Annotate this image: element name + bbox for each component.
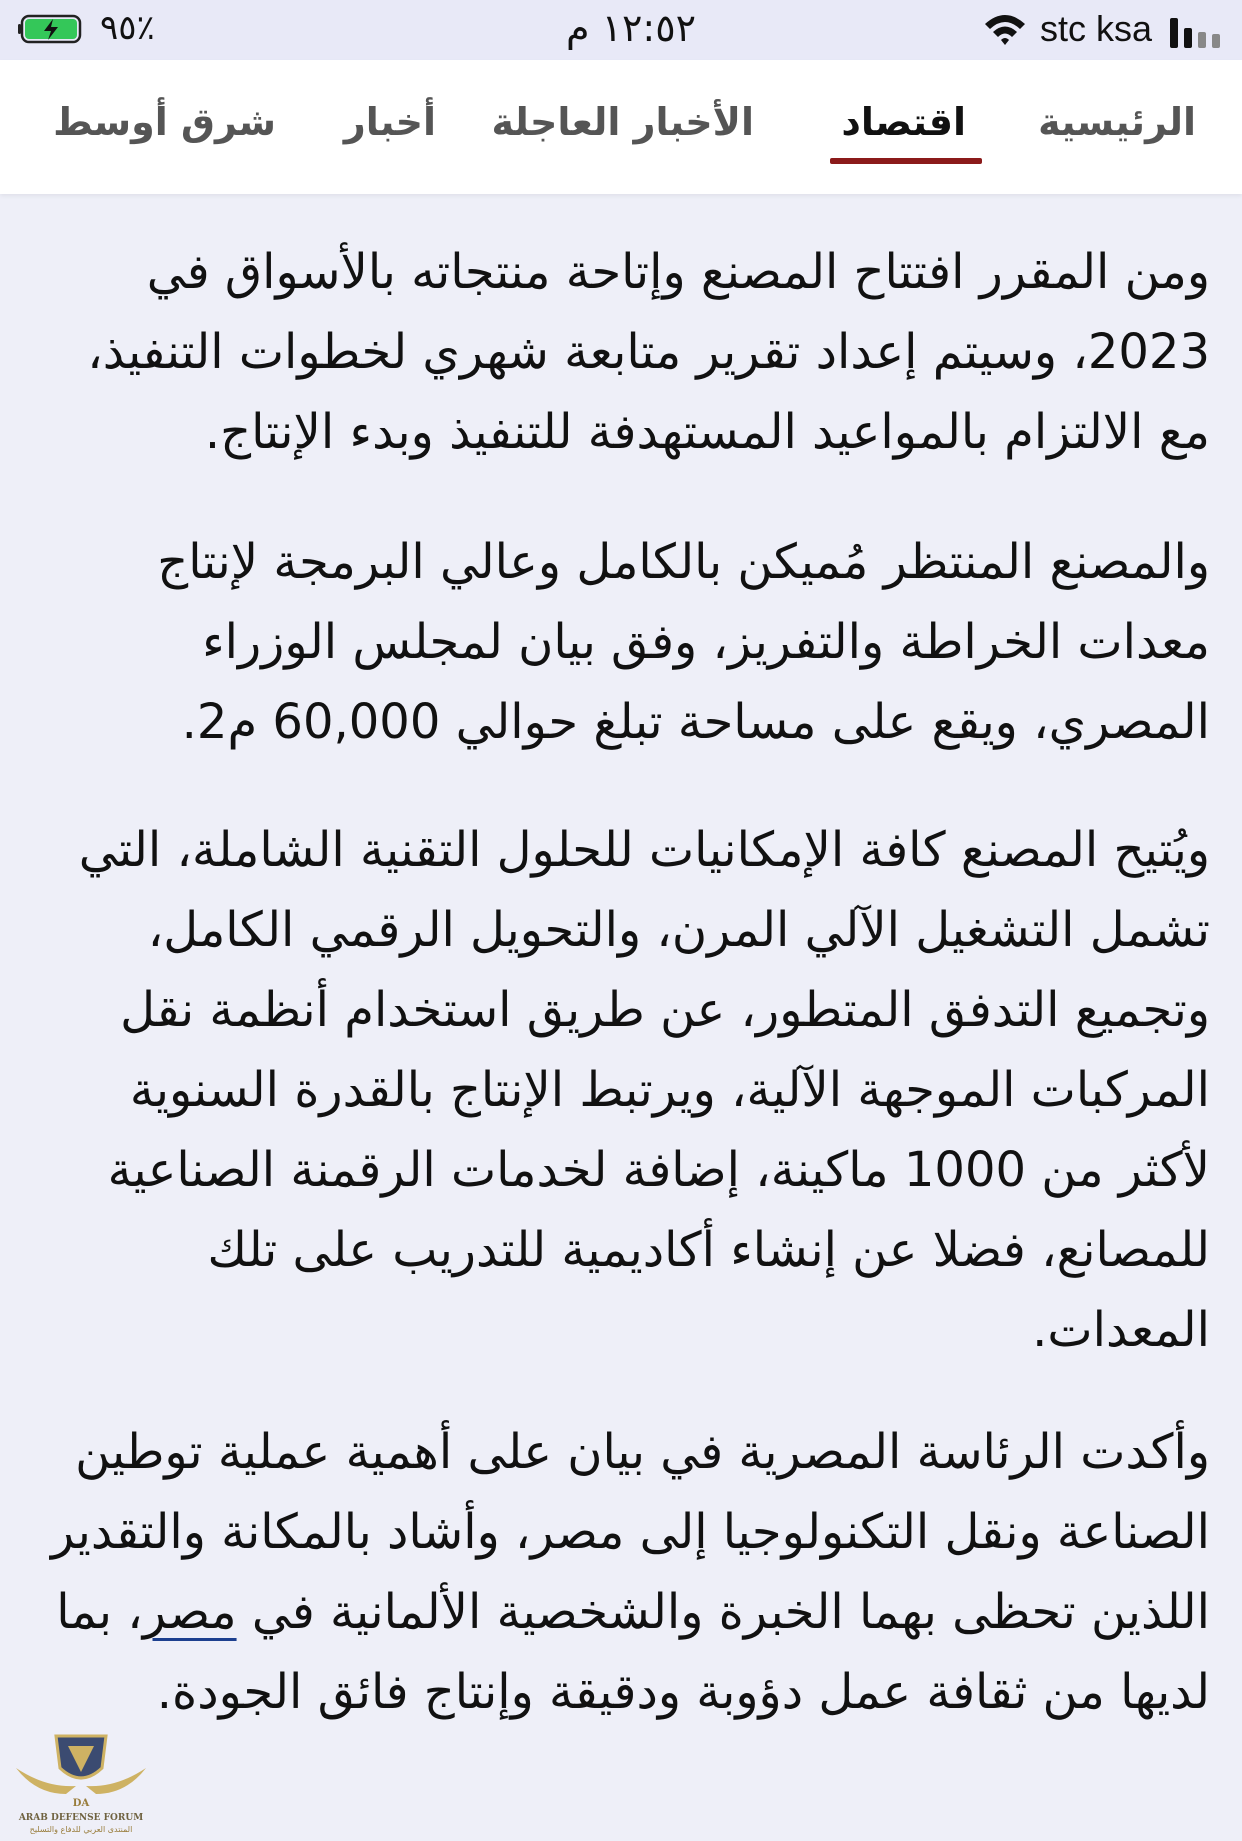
tab-middle-east[interactable]: شرق أوسط (53, 100, 276, 144)
article-body (0, 194, 1242, 1841)
battery-charging-icon (18, 14, 88, 44)
clock: ١٢:٥٢ م (566, 6, 697, 50)
signal-bars-icon (1168, 18, 1228, 48)
article-paragraph: ومن المقرر افتتاح المصنع وإتاحة منتجاته بالأسواق في 2023، وسيتم إعداد تقرير متابعة شهري لخطوات التنفيذ، مع الالتزام بالمواعيد المستهدفة للتنفيذ وبدء الإنتاج. (87, 244, 1210, 460)
svg-text:المنتدى العربي للدفاع والتسليح: المنتدى العربي للدفاع والتسليح (29, 1825, 133, 1834)
paragraph-text: وأكدت الرئاسة المصرية في بيان على أهمية عملية توطين الصناعة ونقل التكنولوجيا إلى مصر، وأشاد بالمكانة والتقدير اللذين تحظى بهما الخبرة والشخصية الألمانية في (50, 1424, 1210, 1640)
tab-breaking-news[interactable]: الأخبار العاجلة (491, 100, 754, 144)
svg-text:DA: DA (72, 1798, 90, 1809)
arab-defense-forum-logo (6, 1728, 156, 1838)
tab-news[interactable]: أخبار (343, 100, 436, 144)
section-nav (0, 60, 1242, 194)
carrier-name: stc ksa (1040, 8, 1153, 49)
article-paragraph: ويُتيح المصنع كافة الإمكانيات للحلول التقنية الشاملة، التي تشمل التشغيل الآلي المرن، والتحويل الرقمي الكامل، وتجميع التدفق المتطور، عن طريق استخدام أنظمة نقل المركبات الموجهة الآلية، ويرتبط الإنتاج بالقدرة السنوية لأكثر من 1000 ماكينة، إضافة لخدمات الرقمنة الصناعية للمصانع، فضلا عن إنشاء أكاديمية للتدريب على تلك المعدات. (78, 822, 1210, 1358)
article-paragraph (28, 1412, 1210, 1732)
tab-economy[interactable]: اقتصاد (841, 100, 966, 144)
paragraph-text: ، بما لديها من ثقافة عمل دؤوبة ودقيقة وإنتاج فائق الجودة. (56, 1584, 1210, 1720)
article-paragraph: والمصنع المنتظر مُميكن بالكامل وعالي البرمجة لإنتاج معدات الخراطة والتفريز، وفق بيان لمجلس الوزراء المصري، ويقع على مساحة تبلغ حوالي 60,000 م2. (157, 534, 1210, 750)
link-egypt[interactable]: مصر (142, 1584, 237, 1640)
tab-home[interactable]: الرئيسية (1038, 100, 1196, 144)
svg-text:ARAB DEFENSE FORUM: ARAB DEFENSE FORUM (18, 1813, 144, 1823)
active-tab-indicator (830, 158, 982, 164)
status-bar (0, 0, 1242, 60)
battery-percent: ٩٥٪ (100, 8, 155, 48)
wifi-icon (982, 12, 1028, 48)
